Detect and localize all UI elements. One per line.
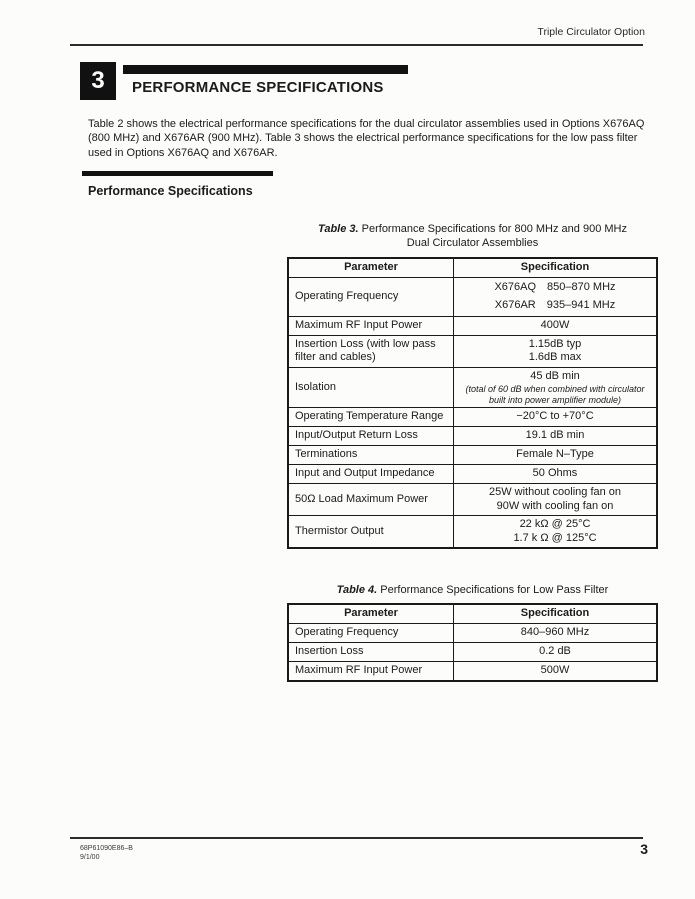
- footer-rule: [70, 837, 643, 839]
- parameter-cell: [289, 408, 454, 426]
- table3-caption-line2: Dual Circulator Assemblies: [406, 237, 539, 249]
- specification-cell: [454, 516, 656, 547]
- specification-cell: [454, 278, 656, 316]
- specification-value: −20°C to +70°C: [516, 410, 594, 423]
- specification-cell: [454, 484, 656, 515]
- parameter-cell: [289, 427, 454, 445]
- specification-value: 45 dB min: [530, 369, 580, 382]
- parameter-cell: [289, 484, 454, 515]
- parameter-label: Insertion Loss: [295, 644, 364, 657]
- table-row: [289, 316, 656, 335]
- table3-caption-line1: Performance Specifications for 800 MHz and 900 MHz: [361, 223, 627, 235]
- parameter-label: Maximum RF Input Power: [295, 318, 423, 331]
- chapter-number-box: [80, 62, 116, 100]
- spec-table-low-pass-filter: [287, 603, 658, 682]
- table4-caption-line1: Performance Specifications for Low Pass Filter: [380, 584, 609, 596]
- section-heading: Performance Specifications: [88, 184, 253, 198]
- table4-caption-label: Table 4.: [336, 584, 378, 596]
- header-rule: [70, 44, 643, 46]
- specification-value: X676AQ 850–870 MHz: [494, 280, 616, 293]
- parameter-cell: [289, 624, 454, 642]
- specification-value: 840–960 MHz: [520, 625, 590, 638]
- table3-caption-label: Table 3.: [318, 223, 359, 235]
- column-header-specification: Specification: [520, 607, 590, 619]
- table-row: [289, 515, 656, 547]
- column-header-parameter: Parameter: [289, 605, 454, 623]
- table-row: [289, 277, 656, 316]
- chapter-title-bar: [123, 65, 408, 74]
- specification-value: Female N–Type: [516, 448, 594, 461]
- specification-cell: [454, 317, 656, 335]
- section-heading-bar: [82, 171, 273, 176]
- parameter-label: Thermistor Output: [295, 524, 384, 537]
- column-header-parameter: Parameter: [289, 259, 454, 277]
- specification-value: 22 kΩ @ 25°C: [519, 518, 591, 530]
- specification-value: 19.1 dB min: [525, 429, 585, 442]
- parameter-label: Terminations: [295, 448, 358, 461]
- parameter-cell: [289, 465, 454, 483]
- chapter-number: 3: [91, 67, 105, 94]
- table-row: [289, 445, 656, 464]
- page-number: 3: [640, 841, 648, 857]
- table-row: [289, 464, 656, 483]
- parameter-cell: [289, 662, 454, 680]
- table-header-row: [289, 605, 656, 623]
- parameter-cell: [289, 368, 454, 408]
- parameter-cell: [289, 643, 454, 661]
- table-row: [289, 407, 656, 426]
- parameter-label: Input/Output Return Loss: [295, 429, 418, 442]
- table-row: [289, 623, 656, 642]
- parameter-cell: [289, 516, 454, 547]
- footer-doc-date: 9/1/00: [80, 854, 100, 861]
- parameter-label: Insertion Loss (with low pass filter and cables): [295, 337, 436, 363]
- specification-note: (total of 60 dB when combined with circulator built into power amplifier module): [465, 384, 645, 405]
- specification-cell: [454, 336, 656, 367]
- specification-value: 1.6dB max: [528, 351, 582, 363]
- parameter-label: 50Ω Load Maximum Power: [295, 492, 428, 505]
- specification-cell: [454, 643, 656, 661]
- specification-cell: [454, 368, 656, 408]
- specification-value: 25W without cooling fan on: [488, 486, 622, 498]
- specification-value: 0.2 dB: [539, 644, 571, 657]
- specification-cell: [454, 446, 656, 464]
- parameter-label: Isolation: [295, 380, 336, 393]
- table-row: [289, 426, 656, 445]
- specification-value: 1.7 k Ω @ 125°C: [513, 531, 597, 544]
- specification-cell: [454, 408, 656, 426]
- column-header-specification: Specification: [520, 261, 590, 273]
- specification-value: 400W: [540, 318, 570, 331]
- running-header-title: Triple Circulator Option: [537, 26, 645, 38]
- parameter-label: Operating Frequency: [295, 625, 399, 638]
- footer-doc-number: 68P61090E86–B: [80, 845, 133, 852]
- table-row: [289, 483, 656, 515]
- specification-cell: [454, 427, 656, 445]
- parameter-label: Maximum RF Input Power: [295, 663, 423, 676]
- specification-cell: [454, 465, 656, 483]
- specification-value: 90W with cooling fan on: [496, 499, 614, 512]
- chapter-title: PERFORMANCE SPECIFICATIONS: [132, 79, 384, 96]
- table4-caption: [287, 583, 658, 597]
- table-header-row: [289, 259, 656, 277]
- specification-cell: [454, 624, 656, 642]
- table-row: [289, 367, 656, 408]
- table-row: [289, 335, 656, 367]
- footer-doc-info: [80, 844, 133, 862]
- parameter-cell: [289, 278, 454, 316]
- specification-value: X676AR 935–941 MHz: [494, 299, 616, 311]
- specification-value: 500W: [540, 663, 570, 676]
- table-row: [289, 661, 656, 680]
- specification-cell: [454, 662, 656, 680]
- intro-paragraph: Table 2 shows the electrical performance specifications for the dual circulator assemblies used in Options X676AQ (800 MHz) and X676AR (900 MHz). Table 3 shows the electrical performance specifications for the low pass filter used in Options X676AQ and X676AR.: [88, 118, 645, 159]
- parameter-cell: [289, 336, 454, 367]
- table-row: [289, 642, 656, 661]
- parameter-label: Input and Output Impedance: [295, 467, 435, 480]
- specification-value: 50 Ohms: [532, 467, 578, 480]
- specification-value: 1.15dB typ: [528, 337, 582, 350]
- parameter-cell: [289, 317, 454, 335]
- spec-table-dual-circulator: [287, 257, 658, 549]
- parameter-label: Operating Frequency: [295, 289, 399, 302]
- table3-caption: [287, 222, 658, 250]
- parameter-cell: [289, 446, 454, 464]
- parameter-label: Operating Temperature Range: [295, 410, 444, 423]
